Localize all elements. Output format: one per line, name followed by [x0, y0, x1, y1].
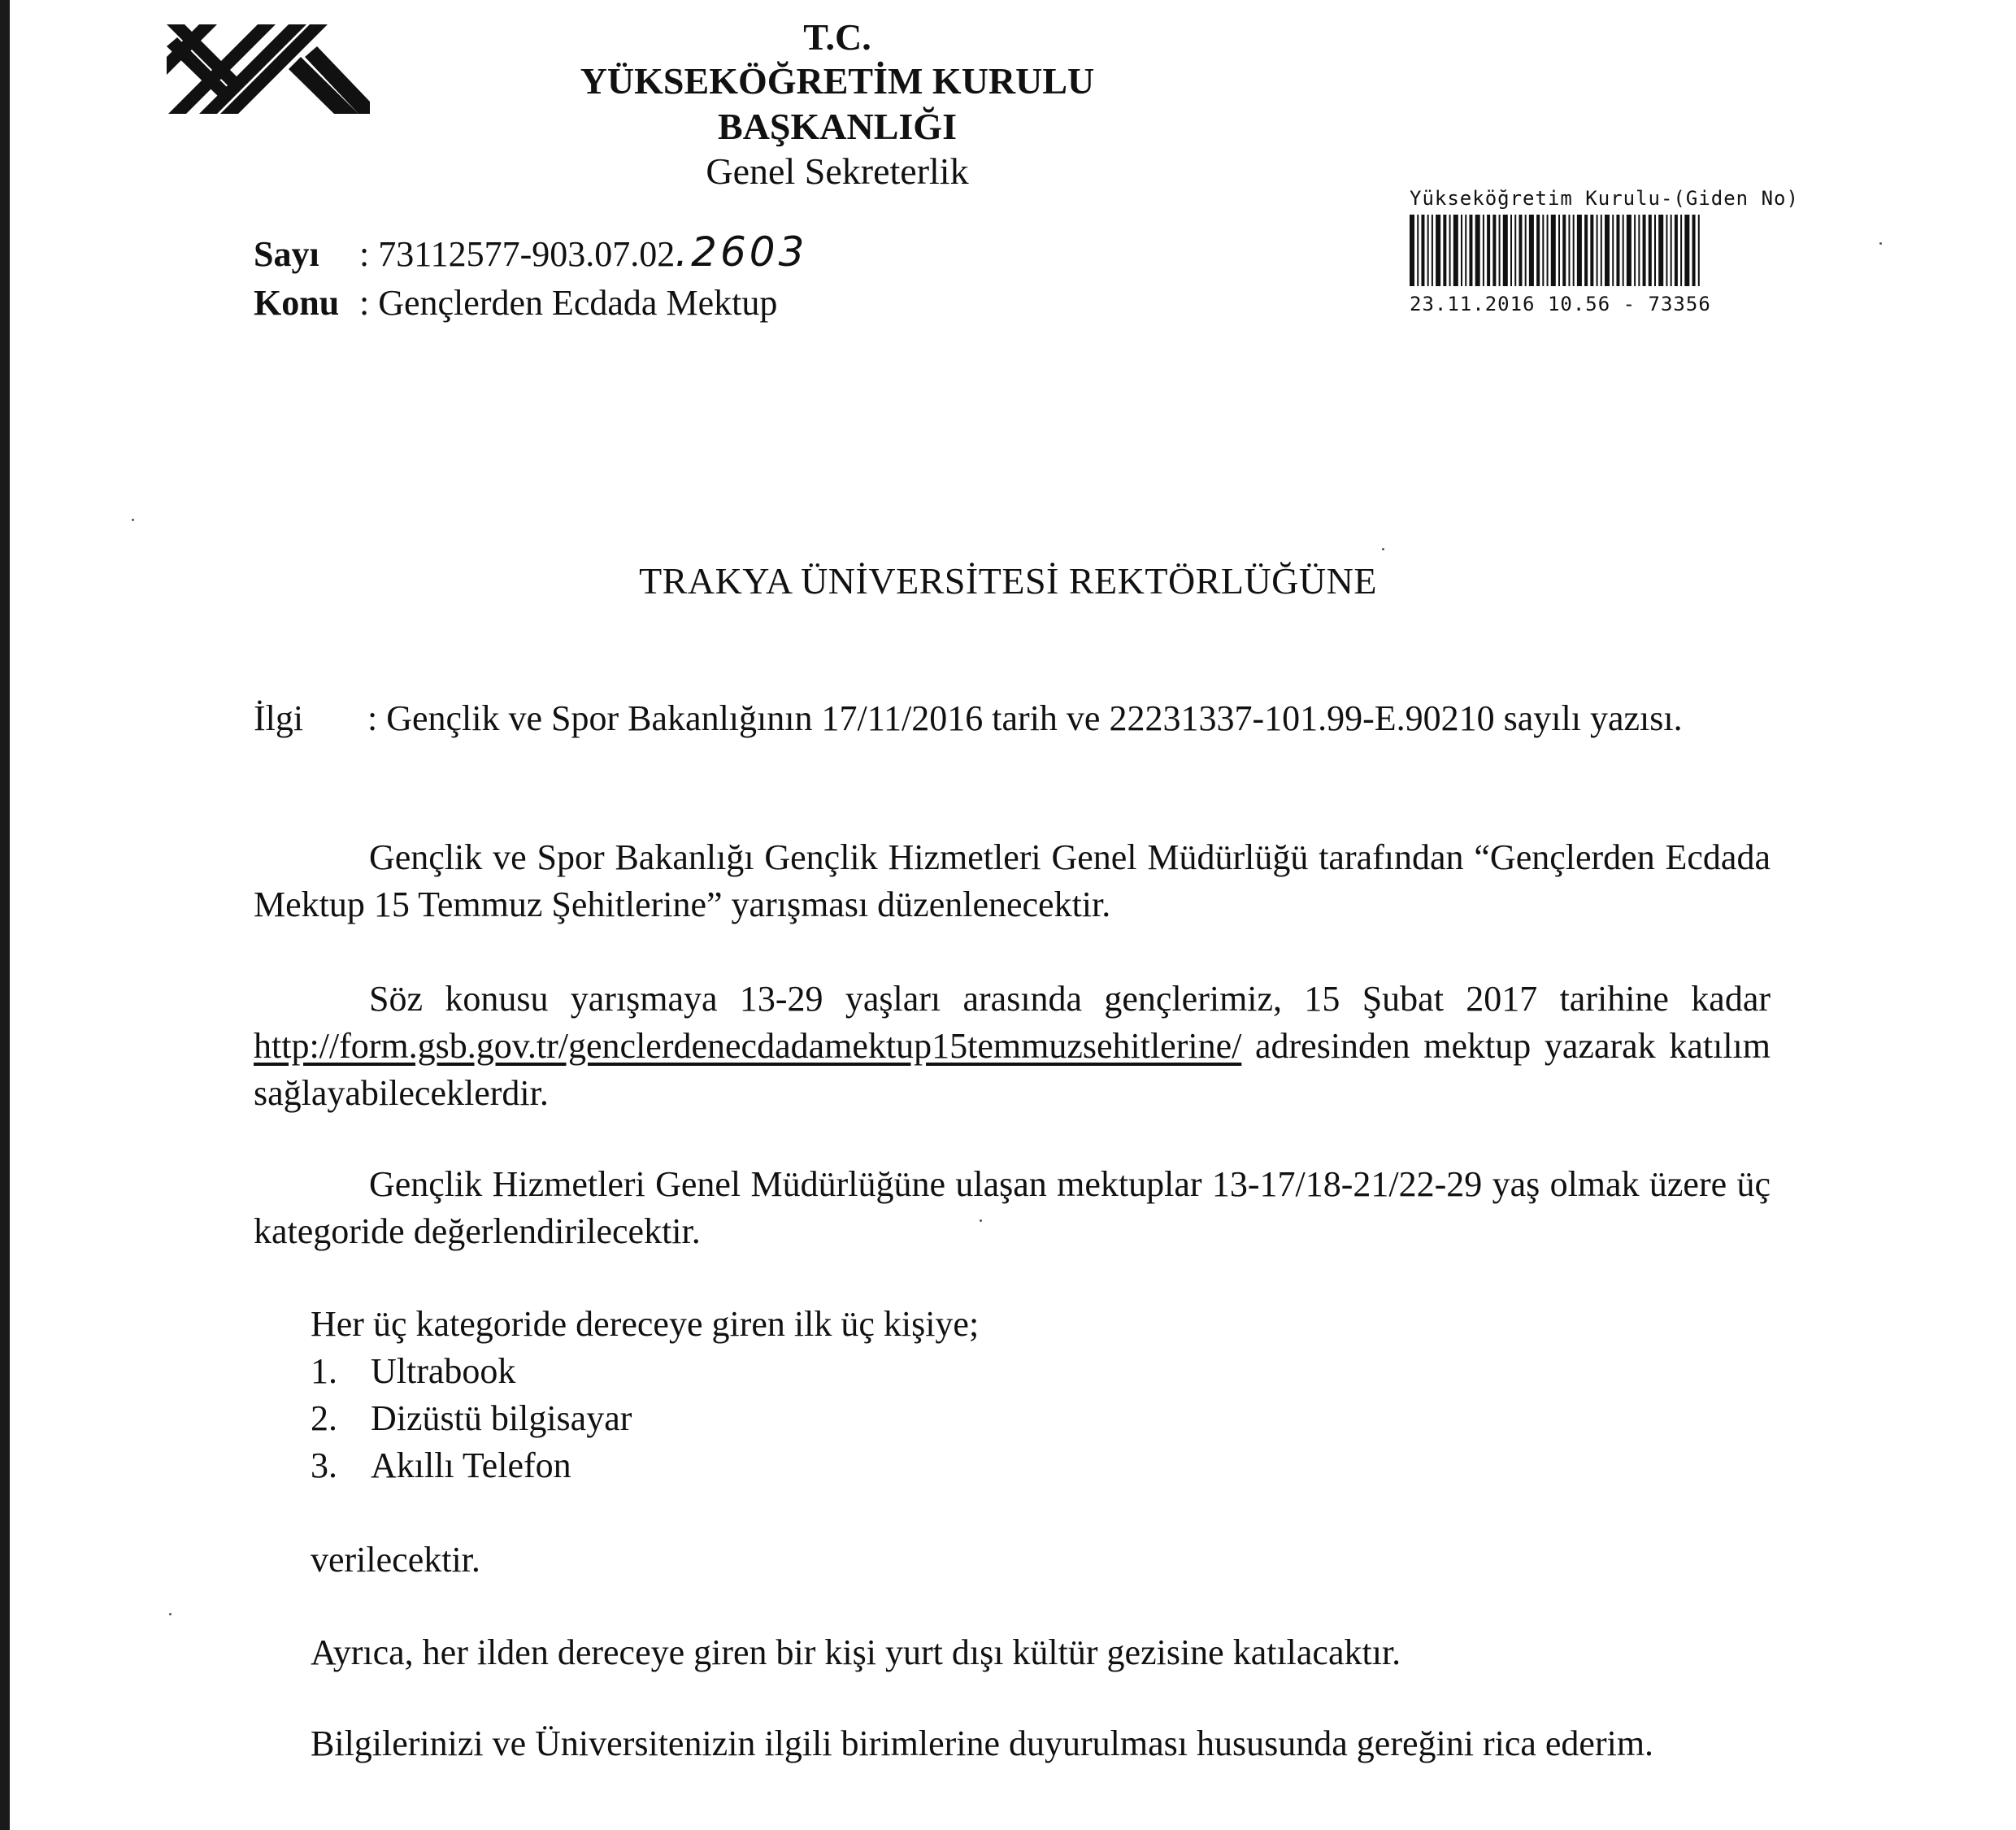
scan-speck	[980, 1219, 982, 1222]
list-item-number: 2.	[311, 1398, 337, 1438]
paragraph-culture-trip: Ayrıca, her ilden dereceye giren bir kişi yurt dışı kültür gezisine katılacaktır.	[311, 1632, 1401, 1672]
konu-label: Konu	[254, 283, 340, 323]
barcode-stamp: 23.11.2016 10.56 - 73356	[1410, 293, 1711, 315]
scan-speck	[169, 1613, 172, 1615]
konu-row	[254, 279, 807, 328]
scan-speck	[1382, 548, 1384, 550]
ilgi-label: İlgi	[254, 698, 304, 738]
yok-logo-icon	[167, 24, 370, 114]
scan-speck	[132, 519, 134, 521]
list-item-label: Akıllı Telefon	[371, 1445, 571, 1485]
participation-text-before: Söz konusu yarışmaya 13-29 yaşları arasında gençlerimiz, 15 Şubat 2017 tarihine kadar	[369, 979, 1771, 1019]
prize-outro: verilecektir.	[311, 1540, 480, 1580]
list-item	[311, 1348, 1774, 1395]
list-item-number: 1.	[311, 1351, 337, 1391]
ilgi-text: : Gençlik ve Spor Bakanlığının 17/11/2016 tarih ve 22231337-101.99-E.90210 sayılı yazısı.	[367, 698, 1683, 738]
list-item-label: Ultrabook	[371, 1351, 516, 1391]
sayi-row	[254, 228, 807, 279]
konu-value: : Gençlerden Ecdada Mektup	[359, 283, 778, 323]
list-item	[311, 1442, 1774, 1489]
prize-intro: Her üç kategoride dereceye giren ilk üç kişiye;	[311, 1304, 980, 1344]
ilgi-reference	[254, 696, 1774, 741]
participation-text-after: adresinden mektup yazarak katılım sağlayabileceklerdir.	[254, 1026, 1771, 1113]
list-item	[311, 1395, 1774, 1442]
sayi-handwritten-number: .2603	[675, 228, 808, 276]
header-department: Genel Sekreterlik	[706, 150, 969, 192]
barcode-caption: Yükseköğretim Kurulu-(Giden No)	[1410, 187, 1799, 210]
paragraph-categories: Gençlik Hizmetleri Genel Müdürlüğüne ulaşan mektuplar 13-17/18-21/22-29 yaş olmak üzere üç kategoride değerlendirilecektir.	[254, 1164, 1771, 1251]
form-link[interactable]: http://form.gsb.gov.tr/genclerdenecdadamektup15temmuzsehitlerine/	[254, 1026, 1242, 1066]
list-item-label: Dizüstü bilgisayar	[371, 1398, 632, 1438]
document-meta	[254, 228, 807, 328]
barcode-icon	[1410, 215, 1702, 286]
prize-list	[311, 1348, 1774, 1489]
sayi-value: : 73112577-903.07.02	[359, 234, 676, 274]
scan-speck	[1879, 242, 1882, 245]
barcode-label	[1410, 187, 1865, 315]
paragraph-announcement: Gençlik ve Spor Bakanlığı Gençlik Hizmetleri Genel Müdürlüğü tarafından “Gençlerden Ecdada Mektup 15 Temmuz Şehitlerine” yarışması düzenlenecektir.	[254, 837, 1771, 924]
list-item-number: 3.	[311, 1445, 337, 1485]
sayi-label: Sayı	[254, 234, 319, 274]
recipient-heading: TRAKYA ÜNİVERSİTESİ REKTÖRLÜĞÜNE	[639, 560, 1377, 602]
paragraph-participation	[254, 976, 1771, 1117]
header-tc: T.C.	[803, 16, 871, 58]
header-institution: YÜKSEKÖĞRETİM KURULU BAŞKANLIĞI	[580, 60, 1095, 147]
closing-paragraph: Bilgilerinizi ve Üniversitenizin ilgili birimlerine duyurulması hususunda gereğini rica ederim.	[311, 1724, 1654, 1763]
document-header	[520, 16, 1154, 193]
scan-page-edge	[0, 0, 10, 1830]
